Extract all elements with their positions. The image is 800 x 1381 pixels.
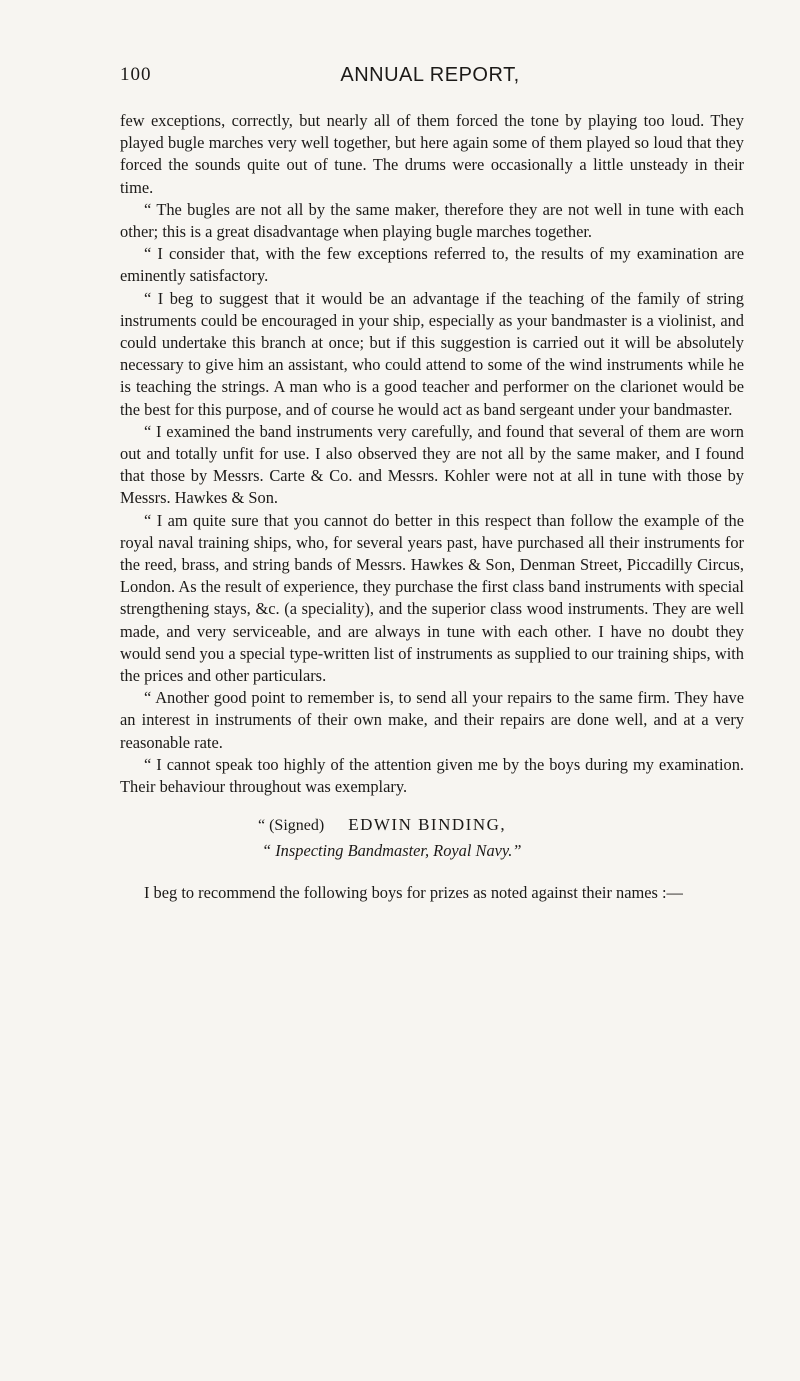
paragraph-instrument-condition: “ I examined the band instruments very carefully, and found that several of them are worn out and totally unfit for use. I also observed they are not all by the same maker, and I found that those by Messrs. Carte & Co. and Messrs. Kohler were not at all in tune with those by Messrs. Hawkes & Son. xyxy=(120,421,744,508)
page-header xyxy=(120,64,740,94)
paragraph-behaviour: “ I cannot speak too highly of the attention given me by the boys during my examination. Their behaviour throughout was exemplary. xyxy=(120,754,744,797)
body-text xyxy=(120,110,744,905)
closing-paragraph: I beg to recommend the following boys for prizes as noted against their names :— xyxy=(144,883,683,903)
paragraph-recommendation: “ I am quite sure that you cannot do better in this respect than follow the example of the royal naval training ships, who, for several years past, have purchased all their instruments for the reed, brass, and string bands of Messrs. Hawkes & Son, Denman Street, Piccadilly Circus, London. As the result of experience, they purchase the first class band instruments with special strengthening stays, &c. (a speciality), and the superior class wood instruments. They are well made, and very serviceable, and are always in tune with each other. I have no doubt they would send you a special type-written list of instruments as supplied to our training ships, with the prices and other particulars. xyxy=(120,510,744,686)
page-number: 100 xyxy=(120,64,152,85)
paragraph-results: “ I consider that, with the few exceptions referred to, the results of my examination are eminently satisfactory. xyxy=(120,244,744,286)
signatory-name: EDWIN BINDING, xyxy=(348,815,507,835)
signatory-title: “ Inspecting Bandmaster, Royal Navy.” xyxy=(262,841,522,861)
paragraph-repairs: “ Another good point to remember is, to send all your repairs to the same firm. They have an interest in instruments of their own make, and their repairs are done well, and at a very reasonable rate. xyxy=(120,688,744,752)
paragraph-bugles: “ The bugles are not all by the same maker, therefore they are not well in tune with each other; this is a great disadvantage when playing bugle marches together. xyxy=(120,199,744,242)
running-title: ANNUAL REPORT, xyxy=(340,64,520,86)
paragraph-string-instruments: “ I beg to suggest that it would be an advantage if the teaching of the family of string instruments could be encouraged in your ship, especially as your bandmaster is a violinist, and could undertake this branch at once; but if this suggestion is carried out it will be absolutely necessary to give him an assistant, who could attend to some of the wind instruments while he is teaching the strings. A man who is a good teacher and performer on the clarionet would be the best for this purpose, and of course he would act as band sergeant under your bandmaster. xyxy=(120,288,744,419)
signature-line xyxy=(258,812,744,838)
signature-prefix: “ (Signed) xyxy=(258,817,325,835)
paragraph-continuation: few exceptions, correctly, but nearly all of them forced the tone by playing too loud. They played bugle marches very well together, but here again some of them played so loud that they forced the sounds quite out of tune. The drums were occasionally a little unsteady in their time. xyxy=(120,111,744,197)
signature-block xyxy=(258,812,744,863)
